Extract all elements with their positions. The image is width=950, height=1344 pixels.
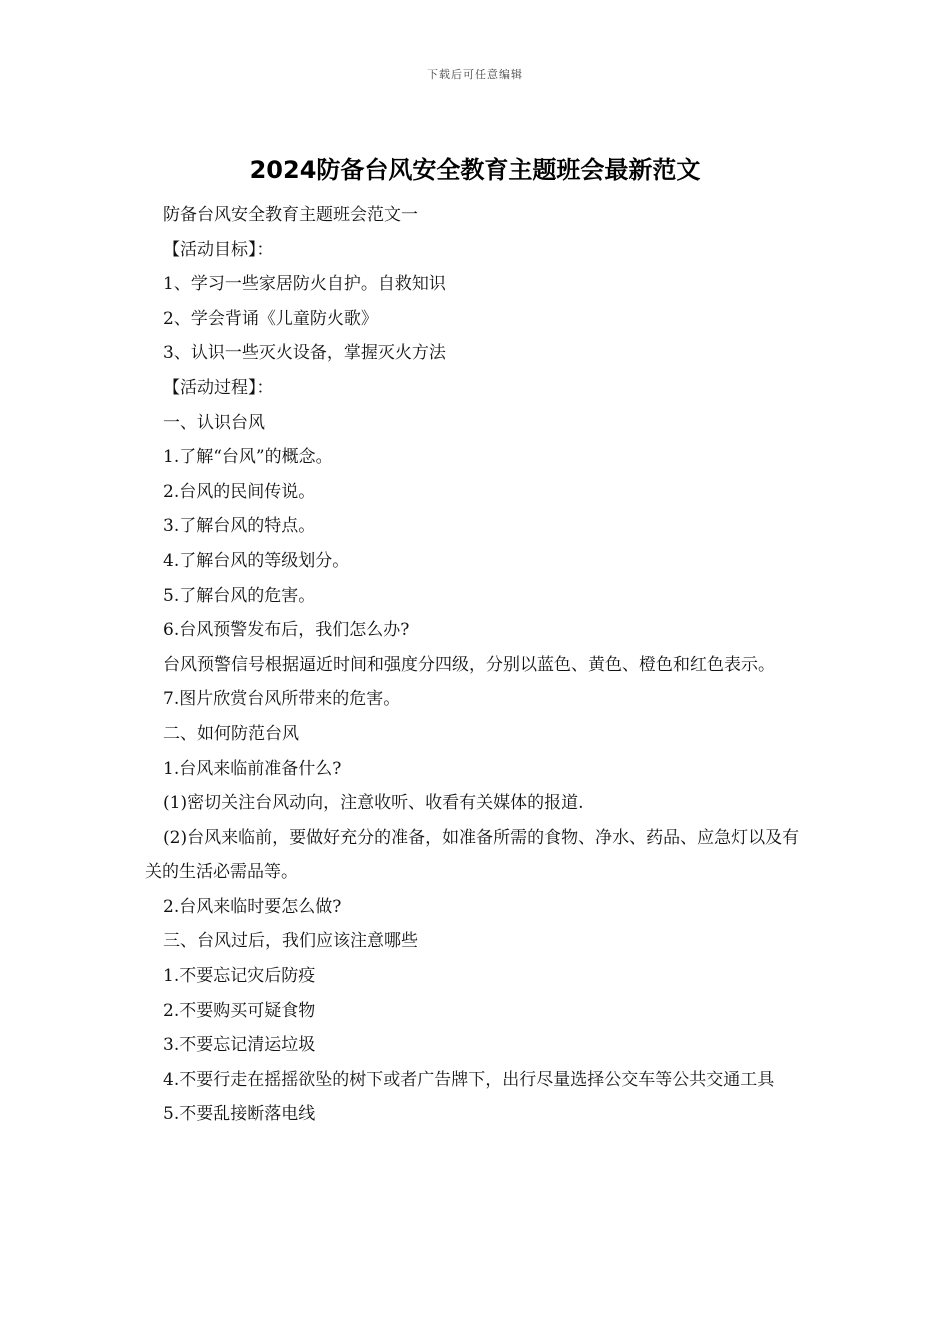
paragraph: 二、如何防范台风 bbox=[163, 723, 299, 744]
paragraph: 【活动目标】： bbox=[163, 239, 274, 260]
paragraph: 1.了解“台风”的概念。 bbox=[163, 447, 333, 468]
document-title: 2024防备台风安全教育主题班会最新范文 bbox=[249, 156, 701, 184]
paragraph: 台风预警信号根据逼近时间和强度分四级，分别以蓝色、黄色、橙色和红色表示。 bbox=[163, 654, 775, 675]
document-body bbox=[145, 198, 810, 1132]
paragraph: 2.台风来临时要怎么做? bbox=[163, 896, 342, 917]
paragraph: (2)台风来临前，要做好充分的准备，如准备所需的食物、净水、药品、应急灯以及有关的生活必需品等。 bbox=[145, 827, 800, 883]
page-header-note: 下载后可任意编辑 bbox=[427, 68, 523, 81]
paragraph: 5.了解台风的危害。 bbox=[163, 585, 316, 606]
paragraph: 【活动过程】： bbox=[163, 377, 274, 398]
paragraph: 2.不要购买可疑食物 bbox=[163, 1000, 316, 1021]
paragraph: 2、学会背诵《儿童防火歌》 bbox=[163, 308, 378, 329]
paragraph: 三、台风过后，我们应该注意哪些 bbox=[163, 931, 418, 952]
paragraph: 3.了解台风的特点。 bbox=[163, 516, 316, 537]
paragraph: 1.不要忘记灾后防疫 bbox=[163, 966, 316, 987]
paragraph: 6.台风预警发布后，我们怎么办? bbox=[163, 620, 410, 641]
paragraph: 1、学习一些家居防火自护。自救知识 bbox=[163, 274, 446, 295]
paragraph: 2.台风的民间传说。 bbox=[163, 481, 316, 502]
paragraph: 7.图片欣赏台风所带来的危害。 bbox=[163, 689, 401, 710]
paragraph: 4.了解台风的等级划分。 bbox=[163, 550, 350, 571]
paragraph: 3、认识一些灭火设备，掌握灭火方法 bbox=[163, 343, 446, 364]
paragraph: 防备台风安全教育主题班会范文一 bbox=[163, 205, 418, 225]
paragraph: 1.台风来临前准备什么? bbox=[163, 758, 342, 779]
paragraph: (1)密切关注台风动向，注意收听、收看有关媒体的报道. bbox=[163, 793, 584, 814]
paragraph: 5.不要乱接断落电线 bbox=[163, 1104, 316, 1125]
paragraph: 4.不要行走在摇摇欲坠的树下或者广告牌下，出行尽量选择公交车等公共交通工具 bbox=[163, 1069, 775, 1090]
paragraph: 3.不要忘记清运垃圾 bbox=[163, 1035, 316, 1056]
paragraph: 一、认识台风 bbox=[163, 412, 265, 433]
